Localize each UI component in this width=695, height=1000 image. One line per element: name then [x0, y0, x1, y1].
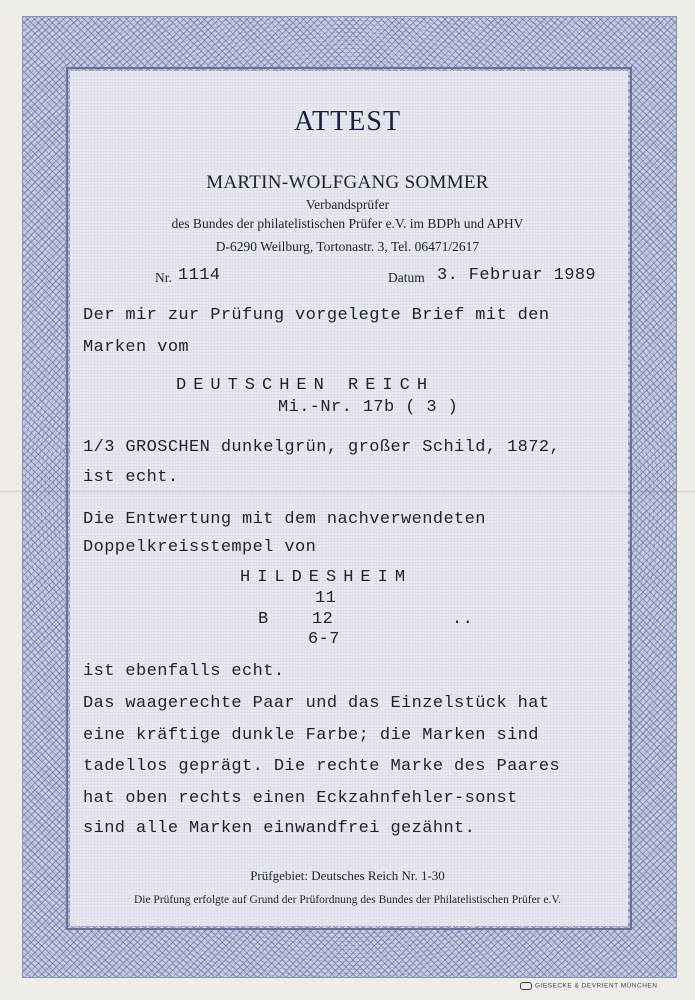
body-line-11: hat oben rechts einen Eckzahnfehler-sonst [83, 789, 518, 808]
cancel-time: 6-7 [308, 630, 340, 649]
examiner-association: des Bundes der philatelistischen Prüfer e.V. im BDPh und APHV [171, 216, 524, 231]
examiner-role: Verbandsprüfer [305, 197, 390, 212]
examination-basis: Die Prüfung erfolgte auf Grund der Prüfordnung des Bundes der Philatelistischen Prüfer e.V. [133, 894, 562, 906]
cancel-day: 11 [315, 589, 337, 608]
country: DEUTSCHEN REICH [176, 376, 435, 395]
examination-scope: Prüfgebiet: Deutsches Reich Nr. 1-30 [250, 868, 445, 883]
body-line-3: 1/3 GROSCHEN dunkelgrün, großer Schild, 1872, [83, 438, 561, 457]
catalog-number: Mi.-Nr. 17b ( 3 ) [278, 398, 459, 417]
body-line-2: Marken vom [83, 338, 190, 357]
examiner-name: MARTIN-WOLFGANG SOMMER [206, 172, 489, 193]
cancel-month: 12 [312, 610, 334, 629]
body-line-1: Der mir zur Prüfung vorgelegte Brief mit den [83, 306, 550, 325]
body-line-12: sind alle Marken einwandfrei gezähnt. [83, 819, 476, 838]
body-line-4: ist echt. [83, 468, 179, 487]
body-line-7: ist ebenfalls echt. [83, 662, 285, 681]
body-line-5: Die Entwertung mit dem nachverwendeten [83, 510, 486, 529]
body-line-10: tadellos geprägt. Die rechte Marke des Paares [83, 757, 561, 776]
certificate-title: ATTEST [293, 106, 402, 137]
body-line-9: eine kräftige dunkle Farbe; die Marken sind [83, 726, 539, 745]
body-line-6: Doppelkreisstempel von [83, 538, 317, 557]
printer-name: GIESECKE & DEVRIENT MÜNCHEN [535, 982, 658, 990]
cancel-letter: B [258, 610, 269, 629]
examiner-address: D-6290 Weilburg, Tortonastr. 3, Tel. 06471/2617 [215, 239, 480, 254]
cancel-town: HILDESHEIM [240, 568, 413, 587]
date-value: 3. Februar 1989 [437, 266, 597, 285]
number-label: Nr. [155, 270, 172, 285]
date-label: Datum [388, 270, 425, 285]
cancel-dots: .. [452, 610, 474, 629]
paper-fold [0, 490, 695, 493]
printer-imprint [520, 982, 657, 990]
body-line-8: Das waagerechte Paar und das Einzelstück hat [83, 694, 550, 713]
number-value: 1114 [178, 266, 221, 285]
printer-logo-icon [520, 982, 532, 990]
